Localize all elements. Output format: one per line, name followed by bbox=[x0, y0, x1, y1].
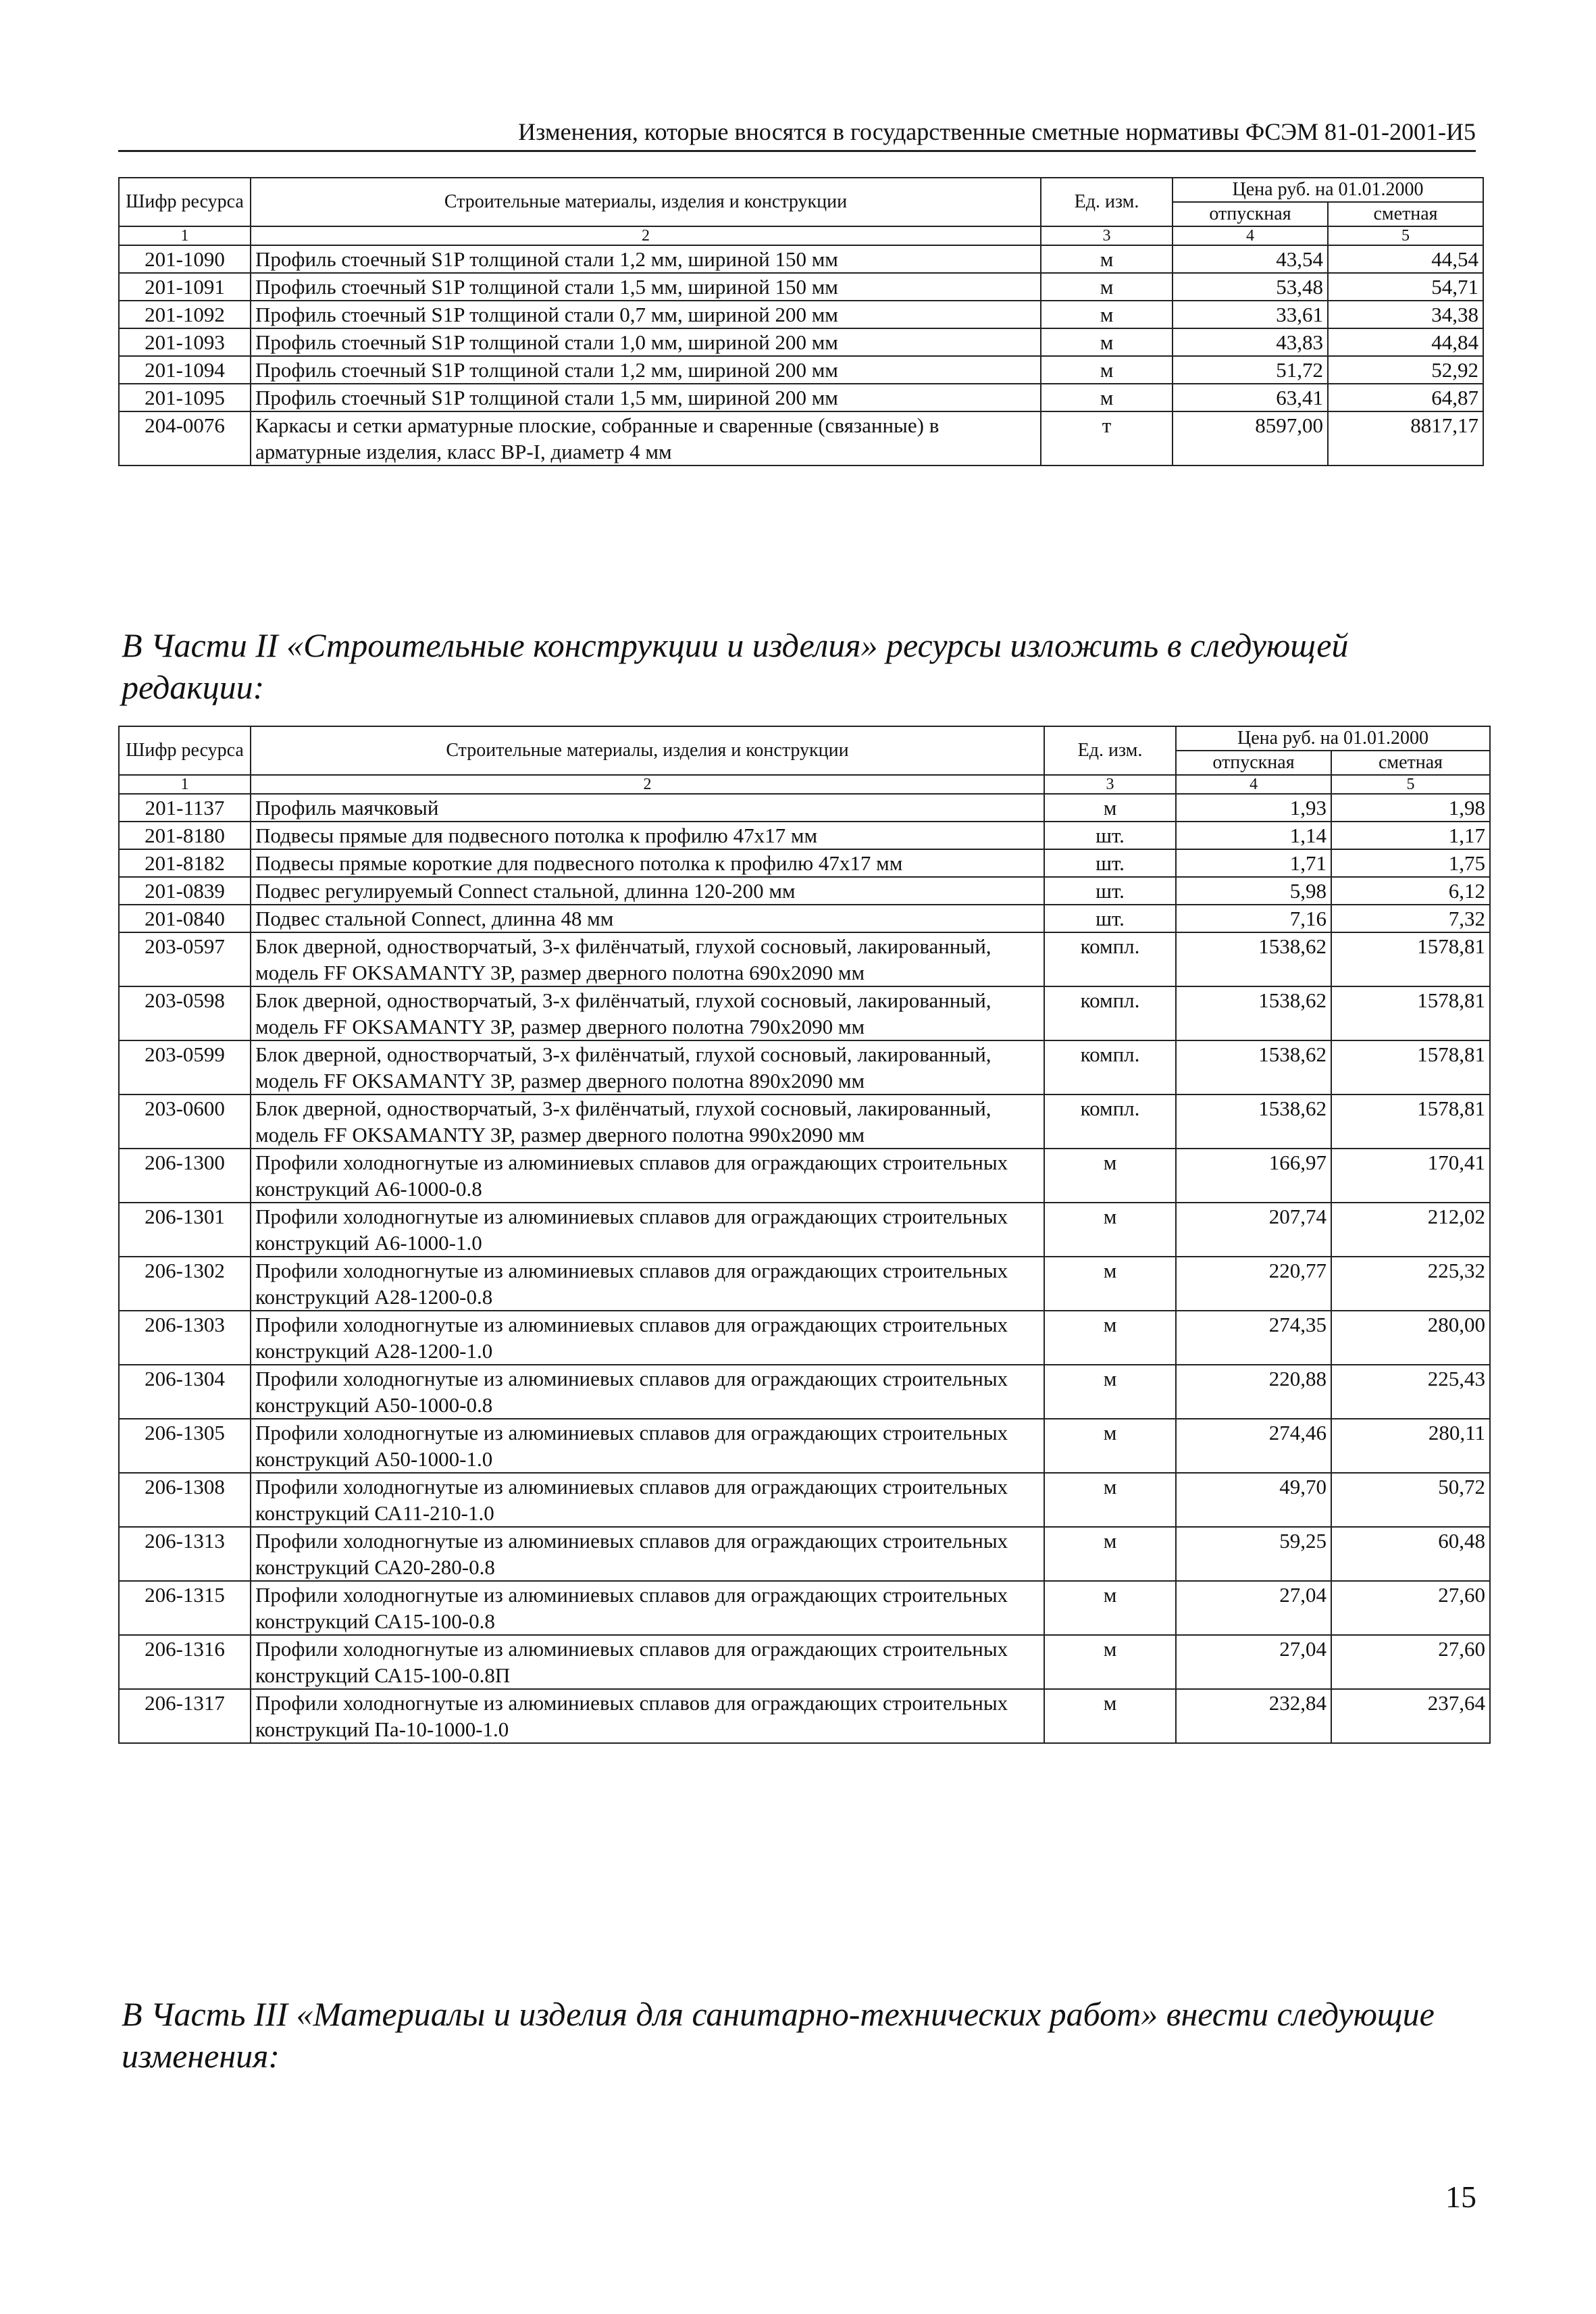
instruction-part-2: В Части II «Строительные конструкции и изделия» ресурсы изложить в следующей редакции: bbox=[122, 626, 1349, 706]
table-row bbox=[119, 1095, 1490, 1149]
header-price-group: Цена руб. на 01.01.2000 bbox=[1176, 726, 1490, 751]
resource-unit: м bbox=[1044, 1473, 1176, 1527]
resource-name: Блок дверной, одностворчатый, 3-х филёнчатый, глухой сосновый, лакированный, модель FF OKSAMANTY 3P, размер дверного полотна 690х2090 мм bbox=[251, 932, 1044, 986]
price-estimate: 60,48 bbox=[1331, 1527, 1490, 1581]
price-estimate: 212,02 bbox=[1331, 1203, 1490, 1257]
resource-code: 203-0600 bbox=[119, 1095, 251, 1149]
resource-name: Профили холодногнутые из алюминиевых сплавов для ограждающих строительных конструкций А28-1200-0.8 bbox=[251, 1257, 1044, 1311]
resource-table-1 bbox=[118, 177, 1484, 466]
price-estimate: 1,75 bbox=[1331, 849, 1490, 877]
price-estimate: 1,98 bbox=[1331, 794, 1490, 822]
resource-unit: м bbox=[1041, 301, 1173, 328]
column-number: 1 bbox=[119, 775, 251, 794]
table-row bbox=[119, 1203, 1490, 1257]
table-row bbox=[119, 1473, 1490, 1527]
resource-unit: м bbox=[1044, 1203, 1176, 1257]
price-release: 27,04 bbox=[1176, 1635, 1331, 1689]
resource-unit: м bbox=[1044, 1311, 1176, 1365]
price-estimate: 44,54 bbox=[1328, 245, 1483, 273]
resource-name: Подвес регулируемый Connect стальной, длинна 120-200 мм bbox=[251, 877, 1044, 905]
resource-unit: компл. bbox=[1044, 986, 1176, 1040]
resource-name: Блок дверной, одностворчатый, 3-х филёнчатый, глухой сосновый, лакированный, модель FF OKSAMANTY 3P, размер дверного полотна 890х2090 мм bbox=[251, 1040, 1044, 1095]
price-estimate: 170,41 bbox=[1331, 1149, 1490, 1203]
resource-code: 201-1094 bbox=[119, 356, 251, 384]
price-release: 5,98 bbox=[1176, 877, 1331, 905]
resource-name: Профиль стоечный S1P толщиной стали 1,0 мм, шириной 200 мм bbox=[251, 328, 1041, 356]
table-row bbox=[119, 877, 1490, 905]
price-estimate: 237,64 bbox=[1331, 1689, 1490, 1743]
resource-name: Профили холодногнутые из алюминиевых сплавов для ограждающих строительных конструкций Па-10-1000-1.0 bbox=[251, 1689, 1044, 1743]
table-row bbox=[119, 356, 1483, 384]
resource-unit: м bbox=[1044, 1257, 1176, 1311]
resource-name: Профили холодногнутые из алюминиевых сплавов для ограждающих строительных конструкций СА15-100-0.8 bbox=[251, 1581, 1044, 1635]
price-estimate: 1578,81 bbox=[1331, 1040, 1490, 1095]
resource-unit: м bbox=[1041, 384, 1173, 411]
table-row bbox=[119, 986, 1490, 1040]
resource-name: Профили холодногнутые из алюминиевых сплавов для ограждающих строительных конструкций А50-1000-1.0 bbox=[251, 1419, 1044, 1473]
column-number: 4 bbox=[1176, 775, 1331, 794]
price-estimate: 34,38 bbox=[1328, 301, 1483, 328]
price-release: 51,72 bbox=[1173, 356, 1328, 384]
price-release: 53,48 bbox=[1173, 273, 1328, 301]
resource-unit: компл. bbox=[1044, 1095, 1176, 1149]
resource-unit: шт. bbox=[1044, 849, 1176, 877]
table-row bbox=[119, 1527, 1490, 1581]
table-body bbox=[119, 245, 1483, 466]
table-row bbox=[119, 849, 1490, 877]
resource-code: 201-1092 bbox=[119, 301, 251, 328]
price-release: 1,14 bbox=[1176, 822, 1331, 849]
table-row bbox=[119, 1635, 1490, 1689]
header-unit: Ед. изм. bbox=[1044, 726, 1176, 775]
price-release: 1,71 bbox=[1176, 849, 1331, 877]
price-release: 33,61 bbox=[1173, 301, 1328, 328]
table-row bbox=[119, 301, 1483, 328]
resource-code: 206-1308 bbox=[119, 1473, 251, 1527]
price-estimate: 8817,17 bbox=[1328, 411, 1483, 466]
header-unit: Ед. изм. bbox=[1041, 178, 1173, 226]
table-row bbox=[119, 384, 1483, 411]
resource-unit: м bbox=[1044, 1689, 1176, 1743]
price-release: 49,70 bbox=[1176, 1473, 1331, 1527]
column-number: 1 bbox=[119, 226, 251, 245]
price-estimate: 1578,81 bbox=[1331, 986, 1490, 1040]
price-release: 220,88 bbox=[1176, 1365, 1331, 1419]
resource-code: 201-1090 bbox=[119, 245, 251, 273]
resource-code: 204-0076 bbox=[119, 411, 251, 466]
resource-name: Профили холодногнутые из алюминиевых сплавов для ограждающих строительных конструкций СА11-210-1.0 bbox=[251, 1473, 1044, 1527]
resource-code: 201-8182 bbox=[119, 849, 251, 877]
resource-unit: м bbox=[1044, 1635, 1176, 1689]
table-row bbox=[119, 411, 1483, 466]
resource-code: 206-1304 bbox=[119, 1365, 251, 1419]
resource-name: Профиль стоечный S1P толщиной стали 1,2 мм, шириной 150 мм bbox=[251, 245, 1041, 273]
resource-name: Профили холодногнутые из алюминиевых сплавов для ограждающих строительных конструкций А6-1000-0.8 bbox=[251, 1149, 1044, 1203]
price-estimate: 1,17 bbox=[1331, 822, 1490, 849]
header-price-estimate: сметная bbox=[1331, 751, 1490, 775]
header-price-release: отпускная bbox=[1173, 202, 1328, 226]
price-release: 7,16 bbox=[1176, 905, 1331, 932]
price-release: 274,46 bbox=[1176, 1419, 1331, 1473]
price-estimate: 1578,81 bbox=[1331, 932, 1490, 986]
table-row bbox=[119, 273, 1483, 301]
price-release: 207,74 bbox=[1176, 1203, 1331, 1257]
resource-unit: т bbox=[1041, 411, 1173, 466]
column-number: 5 bbox=[1331, 775, 1490, 794]
resource-code: 206-1300 bbox=[119, 1149, 251, 1203]
resource-code: 201-0839 bbox=[119, 877, 251, 905]
resource-code: 206-1301 bbox=[119, 1203, 251, 1257]
resource-unit: м bbox=[1041, 273, 1173, 301]
resource-code: 206-1315 bbox=[119, 1581, 251, 1635]
price-estimate: 50,72 bbox=[1331, 1473, 1490, 1527]
header-code: Шифр ресурса bbox=[119, 726, 251, 775]
resource-unit: м bbox=[1044, 794, 1176, 822]
resource-unit: м bbox=[1044, 1419, 1176, 1473]
column-number: 4 bbox=[1173, 226, 1328, 245]
resource-unit: м bbox=[1041, 328, 1173, 356]
resource-name: Профили холодногнутые из алюминиевых сплавов для ограждающих строительных конструкций СА15-100-0.8П bbox=[251, 1635, 1044, 1689]
resource-name: Профиль маячковый bbox=[251, 794, 1044, 822]
resource-code: 201-1095 bbox=[119, 384, 251, 411]
price-release: 274,35 bbox=[1176, 1311, 1331, 1365]
table-row bbox=[119, 794, 1490, 822]
resource-code: 206-1317 bbox=[119, 1689, 251, 1743]
header-name: Строительные материалы, изделия и конструкции bbox=[251, 726, 1044, 775]
price-release: 166,97 bbox=[1176, 1149, 1331, 1203]
price-estimate: 27,60 bbox=[1331, 1581, 1490, 1635]
resource-code: 201-8180 bbox=[119, 822, 251, 849]
resource-unit: м bbox=[1044, 1149, 1176, 1203]
resource-unit: м bbox=[1044, 1527, 1176, 1581]
price-release: 232,84 bbox=[1176, 1689, 1331, 1743]
price-estimate: 280,11 bbox=[1331, 1419, 1490, 1473]
table-row bbox=[119, 905, 1490, 932]
header-name: Строительные материалы, изделия и конструкции bbox=[251, 178, 1041, 226]
header-code: Шифр ресурса bbox=[119, 178, 251, 226]
price-estimate: 6,12 bbox=[1331, 877, 1490, 905]
resource-table-2 bbox=[118, 726, 1491, 1744]
resource-unit: м bbox=[1041, 245, 1173, 273]
resource-name: Профиль стоечный S1P толщиной стали 1,5 мм, шириной 150 мм bbox=[251, 273, 1041, 301]
price-estimate: 54,71 bbox=[1328, 273, 1483, 301]
table-row bbox=[119, 1257, 1490, 1311]
table-row bbox=[119, 932, 1490, 986]
table-row bbox=[119, 245, 1483, 273]
page-number: 15 bbox=[1445, 2180, 1476, 2214]
column-number: 3 bbox=[1044, 775, 1176, 794]
column-number: 3 bbox=[1041, 226, 1173, 245]
table-body bbox=[119, 794, 1490, 1743]
resource-name: Блок дверной, одностворчатый, 3-х филёнчатый, глухой сосновый, лакированный, модель FF OKSAMANTY 3P, размер дверного полотна 790х2090 мм bbox=[251, 986, 1044, 1040]
resource-code: 206-1302 bbox=[119, 1257, 251, 1311]
running-header: Изменения, которые вносятся в государственные сметные нормативы ФСЭМ 81-01-2001-И5 bbox=[118, 116, 1476, 152]
price-release: 1538,62 bbox=[1176, 932, 1331, 986]
resource-name: Профиль стоечный S1P толщиной стали 1,2 мм, шириной 200 мм bbox=[251, 356, 1041, 384]
resource-unit: м bbox=[1044, 1365, 1176, 1419]
resource-name: Подвесы прямые короткие для подвесного потолка к профилю 47х17 мм bbox=[251, 849, 1044, 877]
table-header bbox=[119, 726, 1490, 794]
price-release: 1538,62 bbox=[1176, 1040, 1331, 1095]
price-estimate: 64,87 bbox=[1328, 384, 1483, 411]
column-number: 5 bbox=[1328, 226, 1483, 245]
price-estimate: 7,32 bbox=[1331, 905, 1490, 932]
resource-name: Профиль стоечный S1P толщиной стали 0,7 мм, шириной 200 мм bbox=[251, 301, 1041, 328]
table-row bbox=[119, 1149, 1490, 1203]
resource-code: 201-1093 bbox=[119, 328, 251, 356]
price-estimate: 27,60 bbox=[1331, 1635, 1490, 1689]
resource-unit: м bbox=[1044, 1581, 1176, 1635]
table-row bbox=[119, 1365, 1490, 1419]
column-number: 2 bbox=[251, 775, 1044, 794]
table-row bbox=[119, 1581, 1490, 1635]
resource-code: 203-0598 bbox=[119, 986, 251, 1040]
price-estimate: 52,92 bbox=[1328, 356, 1483, 384]
price-release: 1,93 bbox=[1176, 794, 1331, 822]
resource-name: Блок дверной, одностворчатый, 3-х филёнчатый, глухой сосновый, лакированный, модель FF OKSAMANTY 3P, размер дверного полотна 990х2090 мм bbox=[251, 1095, 1044, 1149]
table-header bbox=[119, 178, 1483, 245]
resource-name: Профиль стоечный S1P толщиной стали 1,5 мм, шириной 200 мм bbox=[251, 384, 1041, 411]
price-release: 63,41 bbox=[1173, 384, 1328, 411]
resource-unit: м bbox=[1041, 356, 1173, 384]
resource-code: 201-1091 bbox=[119, 273, 251, 301]
resource-code: 206-1313 bbox=[119, 1527, 251, 1581]
price-estimate: 225,43 bbox=[1331, 1365, 1490, 1419]
table-row bbox=[119, 328, 1483, 356]
resource-name: Профили холодногнутые из алюминиевых сплавов для ограждающих строительных конструкций А6-1000-1.0 bbox=[251, 1203, 1044, 1257]
resource-unit: шт. bbox=[1044, 905, 1176, 932]
resource-name: Подвес стальной Connect, длинна 48 мм bbox=[251, 905, 1044, 932]
column-number: 2 bbox=[251, 226, 1041, 245]
resource-unit: компл. bbox=[1044, 1040, 1176, 1095]
resource-name: Подвесы прямые для подвесного потолка к профилю 47х17 мм bbox=[251, 822, 1044, 849]
resource-name: Профили холодногнутые из алюминиевых сплавов для ограждающих строительных конструкций СА20-280-0.8 bbox=[251, 1527, 1044, 1581]
price-release: 27,04 bbox=[1176, 1581, 1331, 1635]
table-row bbox=[119, 1689, 1490, 1743]
resource-code: 206-1305 bbox=[119, 1419, 251, 1473]
price-estimate: 225,32 bbox=[1331, 1257, 1490, 1311]
price-estimate: 44,84 bbox=[1328, 328, 1483, 356]
resource-code: 203-0597 bbox=[119, 932, 251, 986]
price-estimate: 280,00 bbox=[1331, 1311, 1490, 1365]
table-row bbox=[119, 1419, 1490, 1473]
price-estimate: 1578,81 bbox=[1331, 1095, 1490, 1149]
resource-unit: компл. bbox=[1044, 932, 1176, 986]
resource-code: 206-1303 bbox=[119, 1311, 251, 1365]
resource-code: 206-1316 bbox=[119, 1635, 251, 1689]
resource-name: Каркасы и сетки арматурные плоские, собранные и сваренные (связанные) в арматурные изделия, класс ВР-I, диаметр 4 мм bbox=[251, 411, 1041, 466]
price-release: 220,77 bbox=[1176, 1257, 1331, 1311]
resource-unit: шт. bbox=[1044, 822, 1176, 849]
resource-code: 201-0840 bbox=[119, 905, 251, 932]
price-release: 1538,62 bbox=[1176, 1095, 1331, 1149]
price-release: 8597,00 bbox=[1173, 411, 1328, 466]
price-release: 59,25 bbox=[1176, 1527, 1331, 1581]
header-price-release: отпускная bbox=[1176, 751, 1331, 775]
resource-name: Профили холодногнутые из алюминиевых сплавов для ограждающих строительных конструкций А28-1200-1.0 bbox=[251, 1311, 1044, 1365]
instruction-part-3: В Часть III «Материалы и изделия для санитарно-технических работ» внести следующие изменения: bbox=[122, 1995, 1435, 2075]
price-release: 43,54 bbox=[1173, 245, 1328, 273]
table-row bbox=[119, 1311, 1490, 1365]
header-price-group: Цена руб. на 01.01.2000 bbox=[1173, 178, 1483, 202]
resource-code: 203-0599 bbox=[119, 1040, 251, 1095]
header-price-estimate: сметная bbox=[1328, 202, 1483, 226]
table-row bbox=[119, 822, 1490, 849]
price-release: 43,83 bbox=[1173, 328, 1328, 356]
price-release: 1538,62 bbox=[1176, 986, 1331, 1040]
resource-unit: шт. bbox=[1044, 877, 1176, 905]
resource-code: 201-1137 bbox=[119, 794, 251, 822]
table-row bbox=[119, 1040, 1490, 1095]
resource-name: Профили холодногнутые из алюминиевых сплавов для ограждающих строительных конструкций А50-1000-0.8 bbox=[251, 1365, 1044, 1419]
